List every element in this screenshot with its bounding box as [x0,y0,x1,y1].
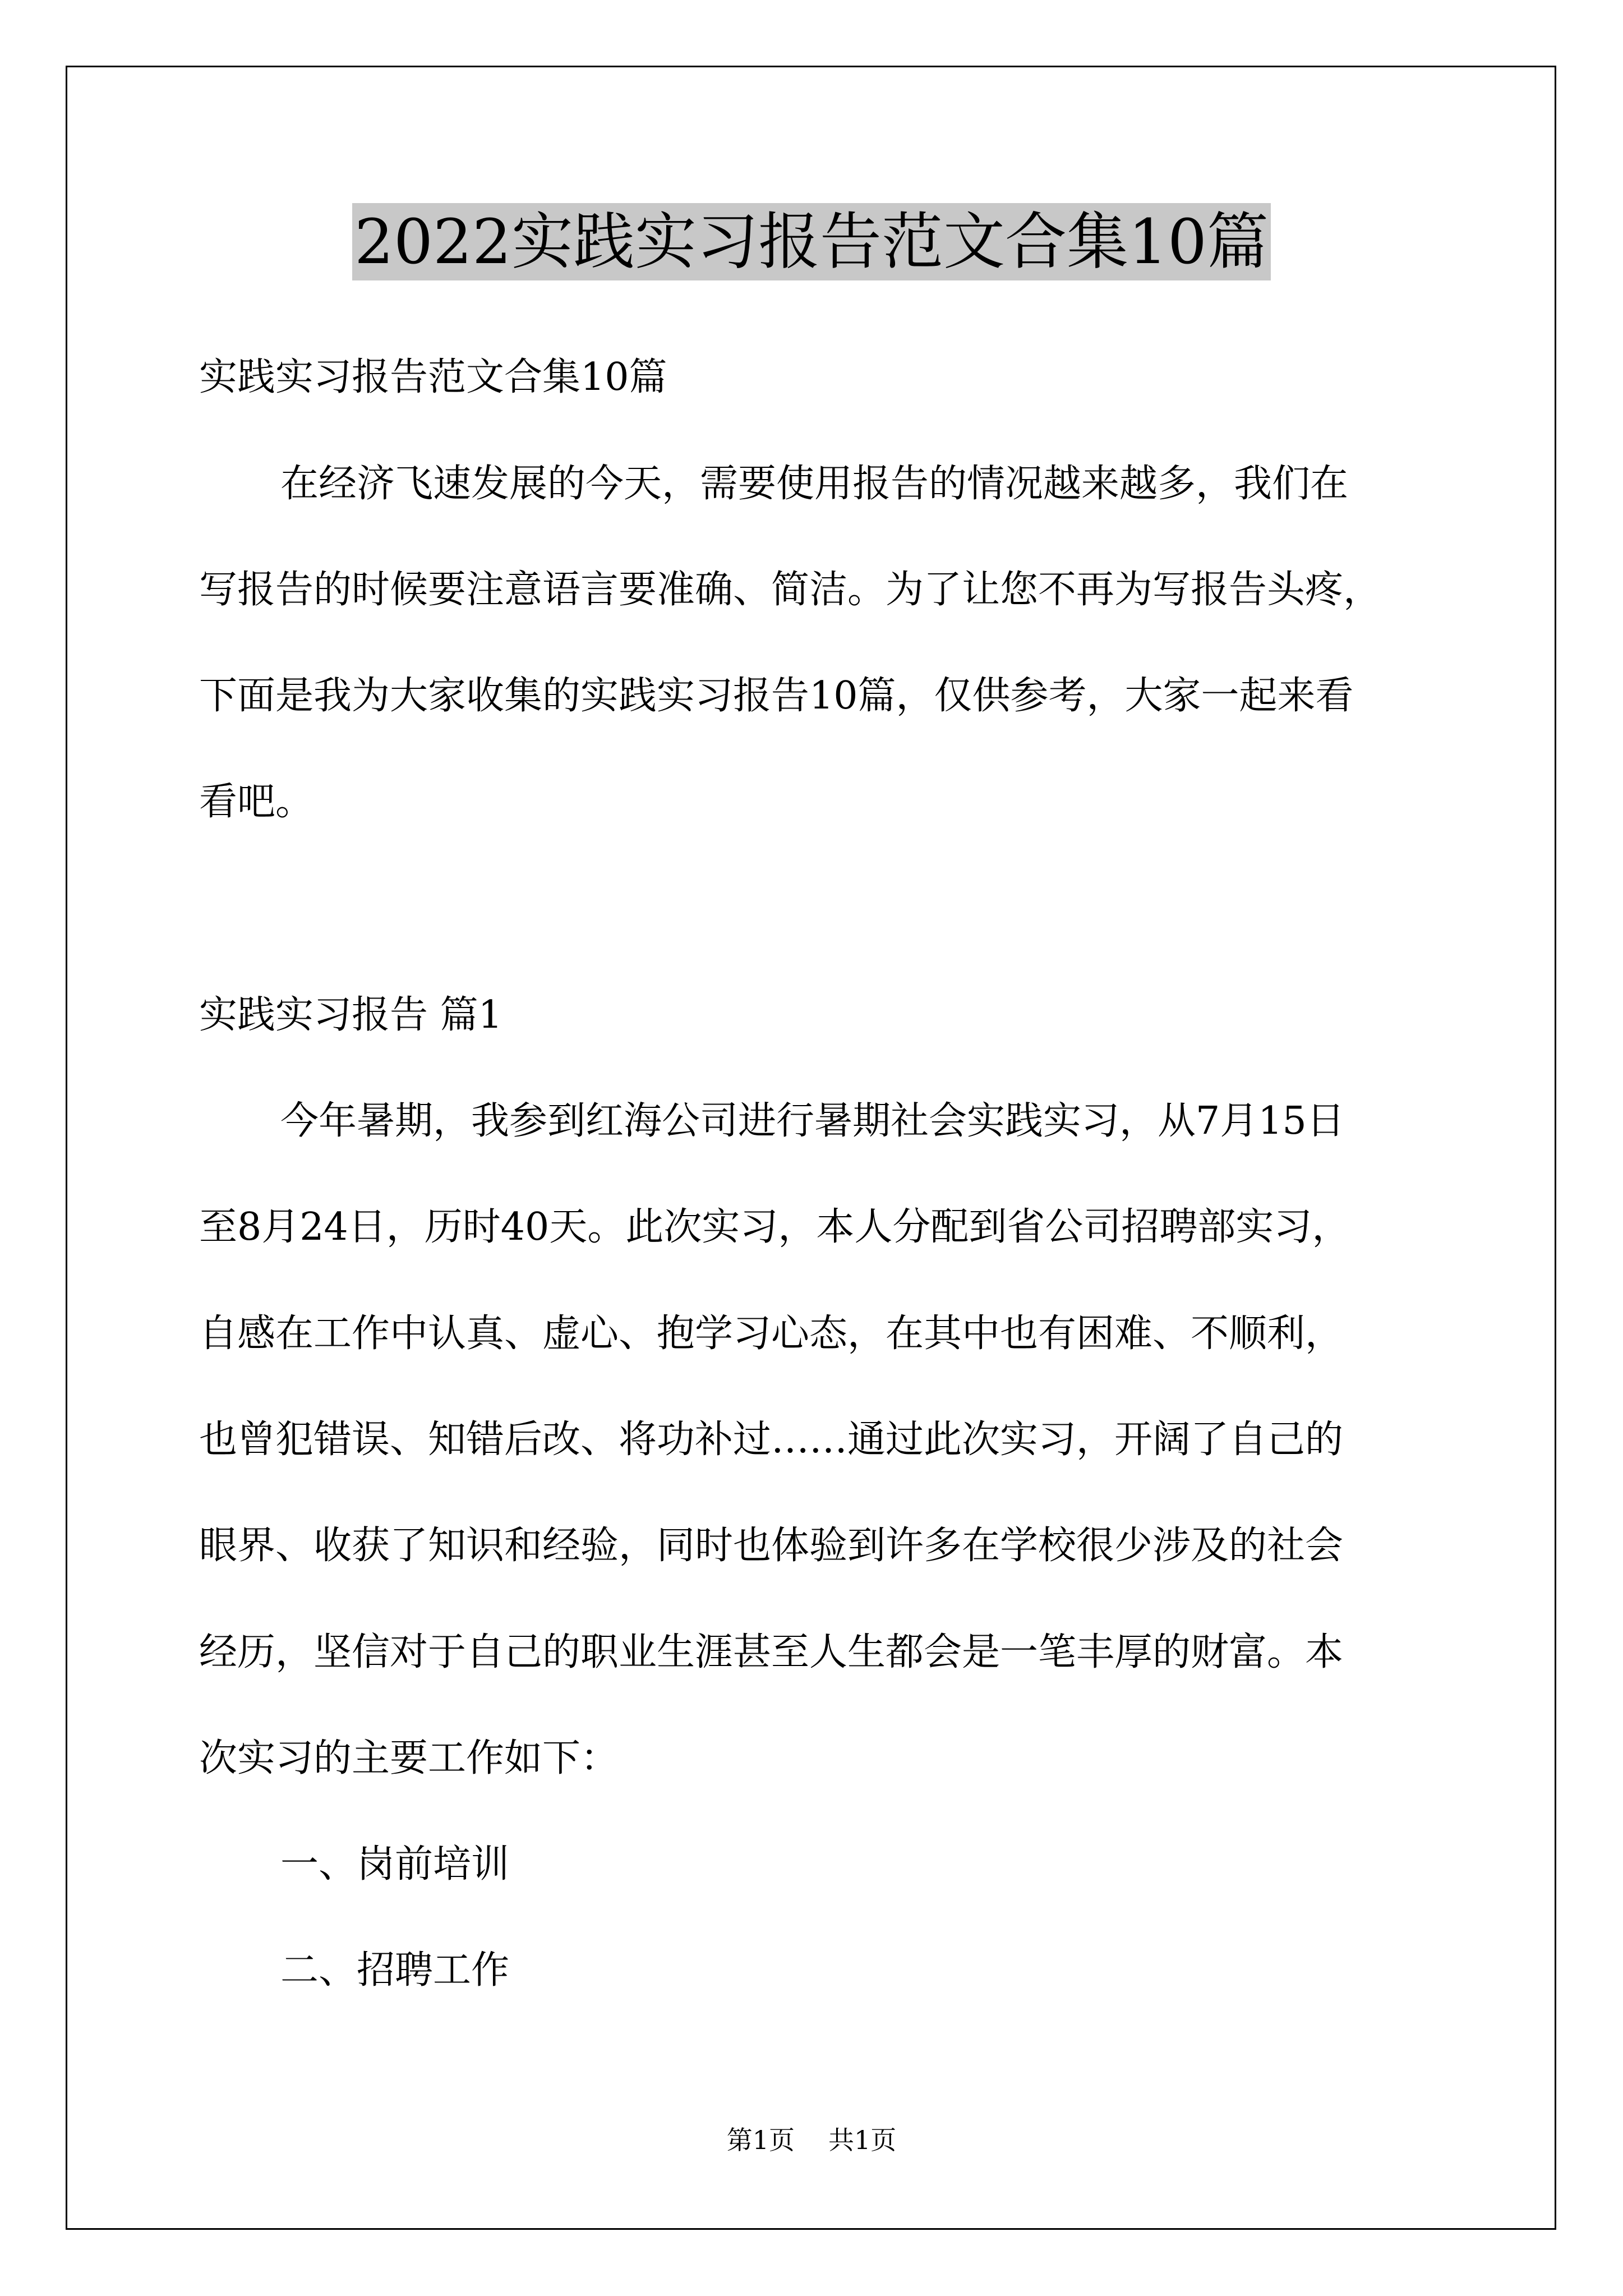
body-line: 至8月24日，历时40天。此次实习，本人分配到省公司招聘部实习， [199,1205,1350,1249]
body-line: 经历，坚信对于自己的职业生涯甚至人生都会是一笔丰厚的财富。本 [199,1630,1344,1674]
document-title: 2022实践实习报告范文合集10篇 [352,203,1271,280]
page-number-total: 共1页 [828,2125,897,2155]
list-item: 一、岗前培训 [280,1842,510,1887]
intro-line: 看吧。 [199,780,314,824]
page-number-current: 第1页 [726,2125,795,2155]
section-heading: 实践实习报告 篇1 [199,993,502,1037]
body-line: 自感在工作中认真、虚心、抱学习心态，在其中也有困难、不顺利， [199,1312,1344,1356]
body-line: 今年暑期，我参到红海公司进行暑期社会实践实习，从7月15日 [280,1099,1345,1143]
list-item: 二、招聘工作 [280,1948,510,1993]
body-line: 也曾犯错误、知错后改、将功补过……通过此次实习，开阔了自己的 [199,1418,1344,1462]
body-line: 眼界、收获了知识和经验，同时也体验到许多在学校很少涉及的社会 [199,1524,1344,1568]
body-line: 次实习的主要工作如下： [199,1736,619,1780]
intro-line: 写报告的时候要注意语言要准确、简洁。为了让您不再为写报告头疼， [199,568,1382,612]
document-subtitle: 实践实习报告范文合集10篇 [199,355,667,399]
title-container [0,203,1623,280]
page-footer [0,2123,1623,2157]
intro-line: 在经济飞速发展的今天，需要使用报告的情况越来越多，我们在 [280,462,1349,506]
intro-line: 下面是我为大家收集的实践实习报告10篇，仅供参考，大家一起来看 [199,674,1354,718]
